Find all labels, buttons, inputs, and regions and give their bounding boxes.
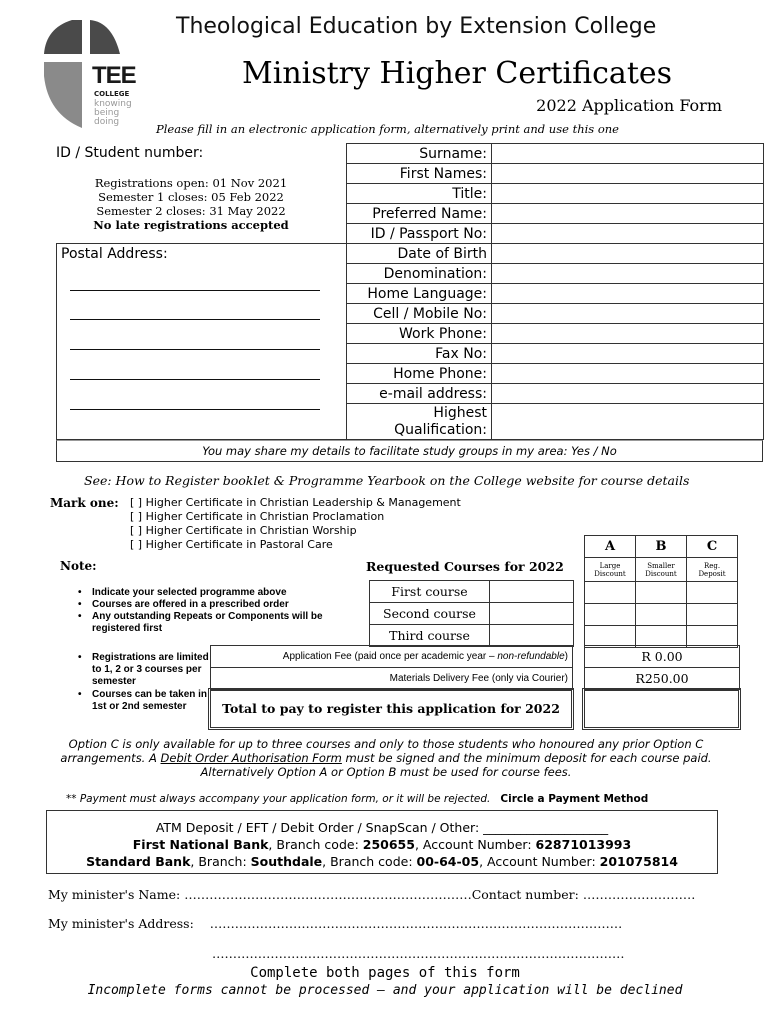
field-label: First Names: [347, 164, 492, 184]
org-name: Theological Education by Extension College [176, 14, 657, 39]
personal-details-table [346, 143, 764, 440]
postal-address-box[interactable] [56, 243, 347, 440]
option-cell[interactable] [687, 582, 738, 604]
notes-list-2 [76, 652, 210, 713]
field-row [347, 204, 764, 224]
sem1-close-text: Semester 1 closes: 05 Feb 2022 [98, 190, 284, 204]
share-details-consent[interactable]: You may share my details to facilitate study groups in my area: Yes / No [56, 440, 763, 462]
home-phone-field[interactable] [492, 364, 764, 384]
field-row [347, 404, 764, 440]
option-cell[interactable] [636, 582, 687, 604]
programme-option-worship[interactable]: [ ] Higher Certificate in Christian Worship [130, 524, 357, 537]
programme-option-pastoral-care[interactable]: [ ] Higher Certificate in Pastoral Care [130, 538, 333, 551]
postal-address-label: Postal Address: [61, 246, 168, 262]
see-how-text: See: How to Register booklet & Programme Yearbook on the College website for course details [84, 473, 690, 488]
option-c-header: C [687, 536, 738, 558]
field-row [347, 324, 764, 344]
field-row [347, 264, 764, 284]
notes-list [76, 587, 346, 635]
page-subtitle: 2022 Application Form [536, 96, 722, 115]
page-title: Ministry Higher Certificates [242, 56, 673, 91]
sem2-close-text: Semester 2 closes: 31 May 2022 [96, 204, 286, 218]
programme-option-proclamation[interactable]: [ ] Higher Certificate in Christian Proclamation [130, 510, 385, 523]
course-label: Second course [370, 603, 490, 625]
work-phone-field[interactable] [492, 324, 764, 344]
field-row [347, 224, 764, 244]
list-item: • Courses can be taken in 1st or 2nd semester [76, 689, 210, 713]
field-label: Date of Birth [347, 244, 492, 264]
note-label: Note: [60, 559, 97, 573]
email-field[interactable] [492, 384, 764, 404]
option-cell[interactable] [585, 604, 636, 626]
preferred-name-field[interactable] [492, 204, 764, 224]
minister-address-line-2[interactable]: ……………………………………………………………………………………… [212, 946, 625, 961]
programme-option-leadership[interactable]: [ ] Higher Certificate in Christian Leadership & Management [130, 496, 461, 509]
course-label: First course [370, 581, 490, 603]
student-id-label: ID / Student number: [56, 145, 204, 161]
first-names-field[interactable] [492, 164, 764, 184]
field-label: e-mail address: [347, 384, 492, 404]
minister-name-line[interactable]: My minister's Name: ……………………………………………………………Contact number: ……………………… [48, 887, 696, 902]
instruction-text: Please fill in an electronic application form, alternatively print and use this one [156, 122, 619, 136]
tee-college-logo [42, 14, 138, 132]
fee-values-table [584, 645, 740, 690]
standard-bank-details: Standard Bank, Branch: Southdale, Branch code: 00-64-05, Account Number: 201075814 [86, 854, 678, 869]
minister-address-line[interactable]: My minister's Address: ……………………………………………………………………………………… [48, 916, 623, 931]
surname-field[interactable] [492, 144, 764, 164]
payment-options-table [584, 535, 738, 648]
mark-one-label: Mark one: [50, 496, 119, 510]
option-b-sub: Smaller Discount [636, 558, 687, 582]
total-value-field[interactable] [584, 690, 739, 728]
title-field[interactable] [492, 184, 764, 204]
option-cell[interactable] [687, 604, 738, 626]
field-label: Denomination: [347, 264, 492, 284]
logo-tee: TEE [92, 62, 136, 89]
second-course-field[interactable] [490, 603, 574, 625]
field-row [347, 244, 764, 264]
field-row [347, 164, 764, 184]
field-label: Work Phone: [347, 324, 492, 344]
fax-field[interactable] [492, 344, 764, 364]
field-label: Home Language: [347, 284, 492, 304]
course-label: Third course [370, 625, 490, 647]
payment-methods-box [46, 810, 718, 874]
registration-dates [68, 176, 314, 232]
field-row [347, 284, 764, 304]
option-a-header: A [585, 536, 636, 558]
no-late-text: No late registrations accepted [93, 218, 289, 232]
field-label: Home Phone: [347, 364, 492, 384]
option-a-sub: Large Discount [585, 558, 636, 582]
fnb-details: First National Bank, Branch code: 250655, Account Number: 62871013993 [132, 837, 632, 852]
courses-table [369, 580, 574, 647]
option-c-text: Option C is only available for up to three courses and only to those students who honoured any prior Option C arrangements. A Debit Order Authorisation Form must be signed and the minimum deposit for each course paid. Alternatively Option A or Option B must be used for course fees. [60, 737, 712, 779]
address-line[interactable] [70, 379, 320, 380]
home-language-field[interactable] [492, 284, 764, 304]
qualification-field[interactable] [492, 404, 764, 440]
option-c-sub: Reg. Deposit [687, 558, 738, 582]
complete-both-pages: Complete both pages of this form [250, 965, 520, 981]
field-label: Highest Qualification: [347, 404, 492, 440]
list-item: • Registrations are limited to 1, 2 or 3 courses per semester [76, 652, 210, 688]
materials-fee-label: Materials Delivery Fee (only via Courier) [211, 668, 573, 690]
debit-order-form-link[interactable]: Debit Order Authorisation Form [160, 751, 342, 765]
third-course-field[interactable] [490, 625, 574, 647]
first-course-field[interactable] [490, 581, 574, 603]
field-label: Cell / Mobile No: [347, 304, 492, 324]
field-row [347, 144, 764, 164]
field-label: Preferred Name: [347, 204, 492, 224]
application-fee-label: Application Fee (paid once per academic year – non-refundable) [211, 646, 573, 668]
address-line[interactable] [70, 319, 320, 320]
reg-open-text: Registrations open: 01 Nov 2021 [94, 176, 288, 190]
logo-college: COLLEGE [94, 90, 130, 98]
address-line[interactable] [70, 349, 320, 350]
materials-fee-value: R250.00 [585, 668, 740, 690]
field-row [347, 304, 764, 324]
list-item: • Courses are offered in a prescribed order [76, 599, 346, 611]
field-label: Title: [347, 184, 492, 204]
list-item: • Any outstanding Repeats or Components will be registered first [76, 611, 346, 635]
option-b-header: B [636, 536, 687, 558]
denomination-field[interactable] [492, 264, 764, 284]
field-label: Fax No: [347, 344, 492, 364]
option-cell[interactable] [636, 604, 687, 626]
list-item: • Indicate your selected programme above [76, 587, 346, 599]
field-row [347, 344, 764, 364]
field-row [347, 364, 764, 384]
field-label: Surname: [347, 144, 492, 164]
application-fee-value: R 0.00 [585, 646, 740, 668]
field-row [347, 184, 764, 204]
option-cell[interactable] [585, 582, 636, 604]
fees-table [210, 645, 573, 690]
payment-methods[interactable]: ATM Deposit / EFT / Debit Order / SnapScan / Other: ____________________ [155, 820, 609, 835]
address-line[interactable] [70, 290, 320, 291]
field-row [347, 384, 764, 404]
id-passport-field[interactable] [492, 224, 764, 244]
field-label: ID / Passport No: [347, 224, 492, 244]
cell-mobile-field[interactable] [492, 304, 764, 324]
logo-tagline: knowing being doing [94, 99, 132, 127]
address-line[interactable] [70, 409, 320, 410]
payment-notice: ** Payment must always accompany your application form, or it will be rejected. Circle a Payment Method [66, 793, 649, 805]
circle-payment-label: Circle a Payment Method [500, 793, 649, 805]
incomplete-warning: Incomplete forms cannot be processed – and your application will be declined [87, 983, 683, 998]
requested-courses-title: Requested Courses for 2022 [366, 559, 564, 574]
date-of-birth-field[interactable] [492, 244, 764, 264]
total-label: Total to pay to register this application for 2022 [210, 690, 572, 728]
